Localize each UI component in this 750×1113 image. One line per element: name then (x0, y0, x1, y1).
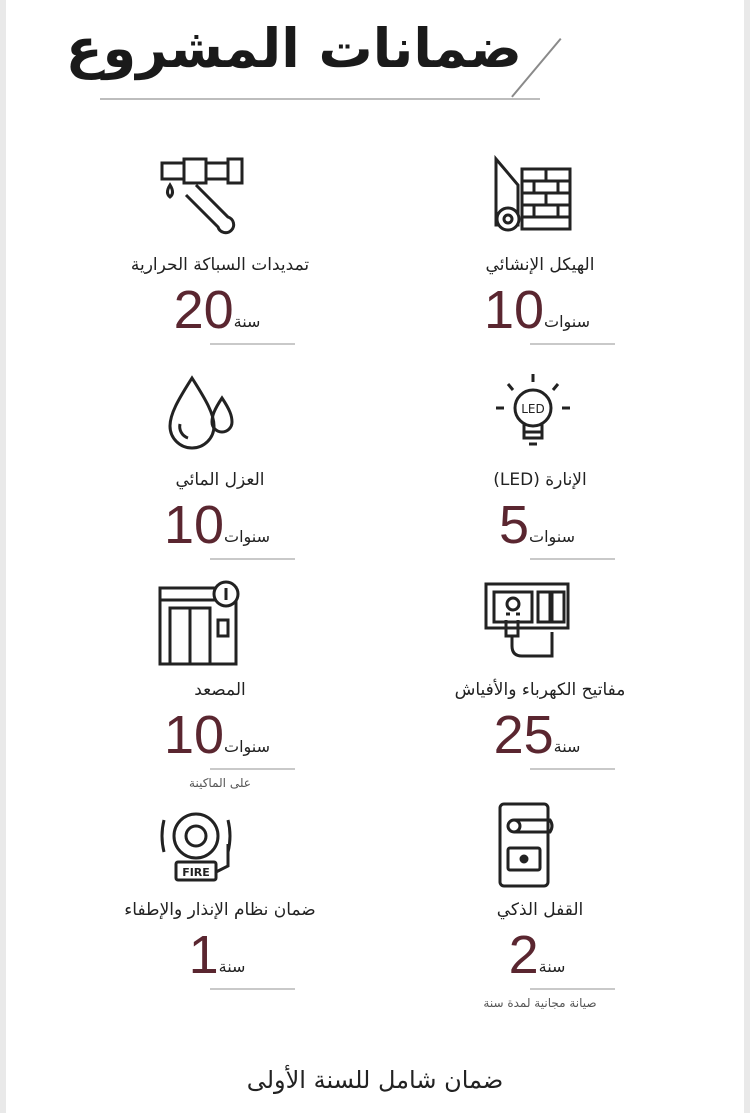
item-value (70, 704, 370, 764)
item-underline (210, 768, 295, 770)
warranty-item-smart-lock (390, 800, 690, 1010)
item-number: 2 (508, 925, 539, 985)
item-label: ضمان نظام الإنذار والإطفاء (124, 900, 316, 920)
warranty-item-waterproofing (70, 370, 370, 570)
item-value (390, 279, 690, 339)
warranty-item-switches (390, 580, 690, 780)
item-unit: سنوات (224, 527, 271, 546)
warranty-item-structure (390, 155, 690, 355)
item-value (70, 279, 370, 339)
item-note: على الماكينة (189, 776, 251, 790)
item-value (390, 924, 690, 984)
warranty-item-fire-alarm (70, 800, 370, 1000)
item-value (70, 494, 370, 554)
item-unit: سنوات (224, 737, 271, 756)
svg-text:LED: LED (521, 402, 545, 416)
item-unit: سنوات (529, 527, 576, 546)
item-unit: سنوات (544, 312, 591, 331)
warranty-item-led (390, 370, 690, 570)
item-underline (530, 988, 615, 990)
item-number: 5 (498, 495, 530, 555)
smart-lock-icon (488, 800, 578, 890)
elevator-wrench-icon (156, 580, 246, 670)
footer-text: ضمان شامل للسنة الأولى (246, 1066, 504, 1094)
item-underline (210, 558, 295, 560)
item-number: 10 (483, 280, 545, 340)
item-label: الإنارة (LED) (493, 470, 587, 490)
item-underline (210, 343, 295, 345)
water-drops-icon (158, 370, 248, 460)
item-unit: سنة (538, 957, 566, 976)
page-title: ضمانات المشروع (65, 17, 522, 80)
item-label: المصعد (194, 680, 246, 700)
item-number: 25 (493, 705, 554, 765)
item-value (70, 924, 370, 984)
pipe-wrench-icon (158, 155, 248, 245)
item-number: 1 (188, 925, 219, 985)
left-border (0, 0, 6, 1113)
item-label: تمديدات السباكة الحرارية (130, 255, 310, 275)
warranty-item-plumbing (70, 155, 370, 355)
warranty-item-elevator (70, 580, 370, 790)
brick-wall-gear-icon (488, 155, 578, 245)
item-number: 10 (163, 705, 225, 765)
item-underline (210, 988, 295, 990)
fire-alarm-bell-icon (156, 800, 246, 890)
item-label: مفاتيح الكهرباء والأفياش (454, 680, 626, 700)
item-number: 20 (173, 280, 234, 340)
svg-text:FIRE: FIRE (182, 866, 210, 879)
item-number: 10 (163, 495, 225, 555)
right-border (744, 0, 750, 1113)
item-value (390, 494, 690, 554)
item-underline (530, 558, 615, 560)
led-bulb-icon (488, 370, 578, 460)
power-socket-plug-icon (482, 580, 572, 670)
item-underline (530, 768, 615, 770)
item-unit: سنة (218, 957, 246, 976)
title-underline (100, 98, 540, 100)
item-label: العزل المائي (175, 470, 265, 490)
item-underline (530, 343, 615, 345)
item-value (390, 704, 690, 764)
item-note: صيانة مجانية لمدة سنة (483, 996, 597, 1010)
item-unit: سنة (233, 312, 261, 331)
item-unit: سنة (553, 737, 581, 756)
item-label: القفل الذكي (496, 900, 584, 920)
item-label: الهيكل الإنشائي (485, 255, 595, 275)
